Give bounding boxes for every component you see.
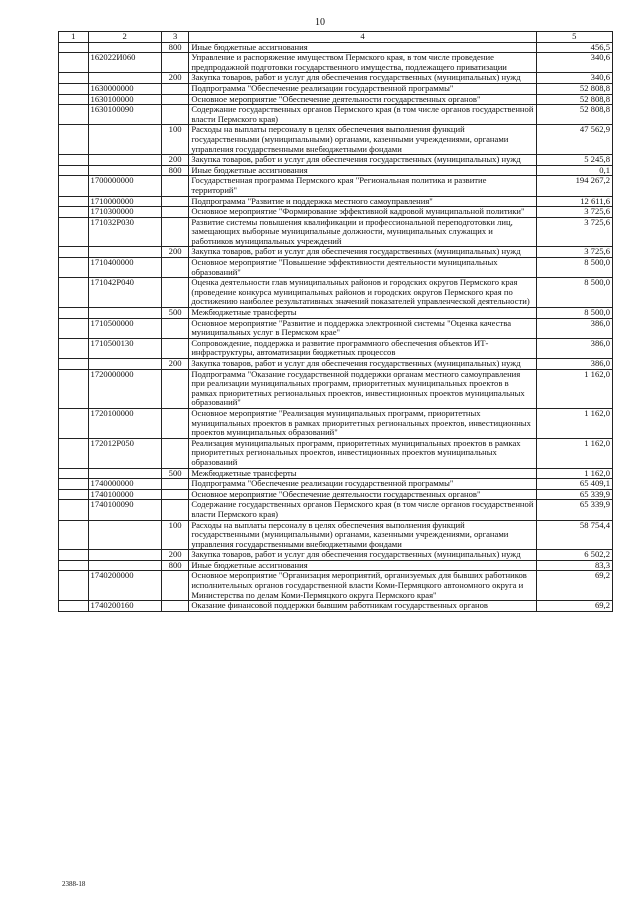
- target-code-cell: [88, 550, 161, 561]
- expense-type-cell: 200: [161, 550, 188, 561]
- expense-type-cell: [161, 601, 188, 612]
- expense-type-cell: 500: [161, 308, 188, 319]
- table-header-row: [59, 32, 613, 43]
- amount-cell: 65 409,1: [536, 479, 612, 490]
- item-name-cell: Подпрограмма "Обеспечение реализации государственной программы": [189, 83, 536, 94]
- target-code-cell: 1740000000: [88, 479, 161, 490]
- expense-type-cell: [161, 338, 188, 358]
- document-footer-code: 2388-18: [62, 880, 86, 888]
- table-row: [59, 338, 613, 358]
- column-header-5: 5: [536, 32, 612, 43]
- amount-cell: 8 500,0: [536, 308, 612, 319]
- amount-cell: 3 725,6: [536, 217, 612, 247]
- item-name-cell: Основное мероприятие "Повышение эффективности деятельности муниципальных образований": [189, 258, 536, 278]
- column-header-1: 1: [59, 32, 89, 43]
- expense-type-cell: 200: [161, 73, 188, 84]
- amount-cell: 58 754,4: [536, 520, 612, 550]
- row-index-cell: [59, 601, 89, 612]
- target-code-cell: [88, 42, 161, 53]
- amount-cell: 8 500,0: [536, 278, 612, 308]
- expense-type-cell: [161, 53, 188, 73]
- target-code-cell: [88, 468, 161, 479]
- target-code-cell: 1740200000: [88, 571, 161, 601]
- expense-type-cell: [161, 176, 188, 196]
- amount-cell: 52 808,8: [536, 94, 612, 105]
- amount-cell: 456,5: [536, 42, 612, 53]
- table-row: [59, 468, 613, 479]
- row-index-cell: [59, 550, 89, 561]
- amount-cell: 1 162,0: [536, 369, 612, 408]
- target-code-cell: [88, 73, 161, 84]
- expense-type-cell: 100: [161, 125, 188, 155]
- amount-cell: 3 725,6: [536, 247, 612, 258]
- row-index-cell: [59, 468, 89, 479]
- item-name-cell: Закупка товаров, работ и услуг для обеспечения государственных (муниципальных) нужд: [189, 550, 536, 561]
- amount-cell: 1 162,0: [536, 468, 612, 479]
- row-index-cell: [59, 560, 89, 571]
- table-row: [59, 520, 613, 550]
- row-index-cell: [59, 571, 89, 601]
- table-row: [59, 83, 613, 94]
- expense-type-cell: 200: [161, 247, 188, 258]
- table-row: [59, 176, 613, 196]
- target-code-cell: 162022И060: [88, 53, 161, 73]
- item-name-cell: Основное мероприятие "Обеспечение деятельности государственных органов": [189, 489, 536, 500]
- item-name-cell: Закупка товаров, работ и услуг для обеспечения государственных (муниципальных) нужд: [189, 359, 536, 370]
- table-row: [59, 601, 613, 612]
- target-code-cell: [88, 560, 161, 571]
- table-row: [59, 196, 613, 207]
- row-index-cell: [59, 217, 89, 247]
- item-name-cell: Основное мероприятие "Организация мероприятий, организуемых для бывших работников исполнительных органов государственной власти Коми-Пермяцкого автономного округа и Министерства по делам Коми-Пермяцкого округа Пермского края": [189, 571, 536, 601]
- expense-type-cell: [161, 105, 188, 125]
- row-index-cell: [59, 42, 89, 53]
- row-index-cell: [59, 176, 89, 196]
- table-row: [59, 308, 613, 319]
- table-row: [59, 165, 613, 176]
- table-row: [59, 438, 613, 468]
- row-index-cell: [59, 500, 89, 520]
- expense-type-cell: 200: [161, 155, 188, 166]
- amount-cell: 386,0: [536, 338, 612, 358]
- table-row: [59, 73, 613, 84]
- row-index-cell: [59, 125, 89, 155]
- row-index-cell: [59, 105, 89, 125]
- item-name-cell: Иные бюджетные ассигнования: [189, 42, 536, 53]
- target-code-cell: 171042Р040: [88, 278, 161, 308]
- row-index-cell: [59, 278, 89, 308]
- target-code-cell: [88, 125, 161, 155]
- item-name-cell: Закупка товаров, работ и услуг для обеспечения государственных (муниципальных) нужд: [189, 73, 536, 84]
- column-header-3: 3: [161, 32, 188, 43]
- target-code-cell: [88, 520, 161, 550]
- table-row: [59, 489, 613, 500]
- item-name-cell: Основное мероприятие "Реализация муниципальных программ, приоритетных муниципальных проектов в рамках приоритетных региональных проектов, инвестиционных проектов муниципальных образований": [189, 408, 536, 438]
- row-index-cell: [59, 155, 89, 166]
- row-index-cell: [59, 53, 89, 73]
- expense-type-cell: [161, 318, 188, 338]
- target-code-cell: [88, 247, 161, 258]
- table-row: [59, 125, 613, 155]
- item-name-cell: Сопровождение, поддержка и развитие программного обеспечения объектов ИТ-инфраструктуры, автоматизации бюджетных процессов: [189, 338, 536, 358]
- item-name-cell: Государственная программа Пермского края "Региональная политика и развитие территорий": [189, 176, 536, 196]
- item-name-cell: Управление и распоряжение имуществом Пермского края, в том числе проведение предпродажной подготовки государственного имущества, подлежащего приватизации: [189, 53, 536, 73]
- row-index-cell: [59, 83, 89, 94]
- expense-type-cell: [161, 479, 188, 490]
- row-index-cell: [59, 369, 89, 408]
- target-code-cell: 1720000000: [88, 369, 161, 408]
- expense-type-cell: [161, 489, 188, 500]
- table-row: [59, 42, 613, 53]
- expense-type-cell: [161, 258, 188, 278]
- row-index-cell: [59, 520, 89, 550]
- item-name-cell: Подпрограмма "Оказание государственной поддержки органам местного самоуправления при реализации муниципальных программ, приоритетных муниципальных проектов в рамках приоритетных региональных проектов, инвестиционных проектов муниципальных образований": [189, 369, 536, 408]
- expense-type-cell: [161, 83, 188, 94]
- column-header-2: 2: [88, 32, 161, 43]
- table-row: [59, 53, 613, 73]
- row-index-cell: [59, 73, 89, 84]
- target-code-cell: 1700000000: [88, 176, 161, 196]
- table-row: [59, 278, 613, 308]
- amount-cell: 1 162,0: [536, 408, 612, 438]
- expense-type-cell: 500: [161, 468, 188, 479]
- item-name-cell: Межбюджетные трансферты: [189, 468, 536, 479]
- item-name-cell: Закупка товаров, работ и услуг для обеспечения государственных (муниципальных) нужд: [189, 155, 536, 166]
- page-number: 10: [315, 17, 325, 28]
- table-row: [59, 550, 613, 561]
- target-code-cell: 1710000000: [88, 196, 161, 207]
- amount-cell: 5 245,8: [536, 155, 612, 166]
- target-code-cell: 1710500000: [88, 318, 161, 338]
- table-row: [59, 359, 613, 370]
- item-name-cell: Основное мероприятие "Развитие и поддержка электронной системы "Оценка качества муниципальных услуг в Пермском крае": [189, 318, 536, 338]
- target-code-cell: [88, 308, 161, 319]
- row-index-cell: [59, 359, 89, 370]
- amount-cell: 0,1: [536, 165, 612, 176]
- expense-type-cell: [161, 217, 188, 247]
- expense-type-cell: 100: [161, 520, 188, 550]
- row-index-cell: [59, 247, 89, 258]
- item-name-cell: Развитие системы повышения квалификации и профессиональной переподготовки лиц, замещающих выборные муниципальные должности, муниципальных служащих и работников муниципальных учреждений: [189, 217, 536, 247]
- item-name-cell: Иные бюджетные ассигнования: [189, 560, 536, 571]
- target-code-cell: 1710500130: [88, 338, 161, 358]
- item-name-cell: Реализация муниципальных программ, приоритетных муниципальных проектов в рамках приоритетных региональных проектов, инвестиционных проектов муниципальных образований: [189, 438, 536, 468]
- expense-type-cell: [161, 278, 188, 308]
- expense-type-cell: 800: [161, 560, 188, 571]
- amount-cell: 69,2: [536, 601, 612, 612]
- row-index-cell: [59, 165, 89, 176]
- target-code-cell: 1710400000: [88, 258, 161, 278]
- amount-cell: 3 725,6: [536, 207, 612, 218]
- row-index-cell: [59, 438, 89, 468]
- table-row: [59, 217, 613, 247]
- target-code-cell: 1740200160: [88, 601, 161, 612]
- table-row: [59, 318, 613, 338]
- target-code-cell: [88, 155, 161, 166]
- item-name-cell: Основное мероприятие "Обеспечение деятельности государственных органов": [189, 94, 536, 105]
- table-row: [59, 94, 613, 105]
- amount-cell: 83,3: [536, 560, 612, 571]
- amount-cell: 52 808,8: [536, 83, 612, 94]
- target-code-cell: 1740100000: [88, 489, 161, 500]
- row-index-cell: [59, 479, 89, 490]
- item-name-cell: Подпрограмма "Развитие и поддержка местного самоуправления": [189, 196, 536, 207]
- expense-type-cell: [161, 369, 188, 408]
- amount-cell: 340,6: [536, 73, 612, 84]
- amount-cell: 52 808,8: [536, 105, 612, 125]
- item-name-cell: Закупка товаров, работ и услуг для обеспечения государственных (муниципальных) нужд: [189, 247, 536, 258]
- target-code-cell: 1710300000: [88, 207, 161, 218]
- amount-cell: 6 502,2: [536, 550, 612, 561]
- table-row: [59, 408, 613, 438]
- column-header-4: 4: [189, 32, 536, 43]
- item-name-cell: Содержание государственных органов Пермского края (в том числе органов государственной власти Пермского края): [189, 105, 536, 125]
- row-index-cell: [59, 207, 89, 218]
- expense-type-cell: [161, 500, 188, 520]
- expense-type-cell: [161, 438, 188, 468]
- target-code-cell: 1630000000: [88, 83, 161, 94]
- target-code-cell: 1740100090: [88, 500, 161, 520]
- amount-cell: 8 500,0: [536, 258, 612, 278]
- expense-type-cell: [161, 408, 188, 438]
- table-body: [59, 42, 613, 611]
- table-row: [59, 207, 613, 218]
- row-index-cell: [59, 408, 89, 438]
- table-row: [59, 560, 613, 571]
- table-row: [59, 247, 613, 258]
- item-name-cell: Расходы на выплаты персоналу в целях обеспечения выполнения функций государственными (муниципальными) органами, казенными учреждениями, органами управления государственными внебюджетными фондами: [189, 520, 536, 550]
- table-row: [59, 479, 613, 490]
- amount-cell: 65 339,9: [536, 500, 612, 520]
- table-row: [59, 105, 613, 125]
- amount-cell: 194 267,2: [536, 176, 612, 196]
- expense-type-cell: 200: [161, 359, 188, 370]
- target-code-cell: 1720100000: [88, 408, 161, 438]
- expense-type-cell: [161, 207, 188, 218]
- target-code-cell: 172012Р050: [88, 438, 161, 468]
- table-row: [59, 571, 613, 601]
- row-index-cell: [59, 318, 89, 338]
- item-name-cell: Межбюджетные трансферты: [189, 308, 536, 319]
- target-code-cell: 1630100000: [88, 94, 161, 105]
- item-name-cell: Содержание государственных органов Пермского края (в том числе органов государственной власти Пермского края): [189, 500, 536, 520]
- row-index-cell: [59, 94, 89, 105]
- expense-type-cell: 800: [161, 42, 188, 53]
- table-row: [59, 258, 613, 278]
- target-code-cell: 1630100090: [88, 105, 161, 125]
- table-row: [59, 155, 613, 166]
- amount-cell: 386,0: [536, 359, 612, 370]
- item-name-cell: Основное мероприятие "Формирование эффективной кадровой муниципальной политики": [189, 207, 536, 218]
- row-index-cell: [59, 308, 89, 319]
- row-index-cell: [59, 338, 89, 358]
- amount-cell: 386,0: [536, 318, 612, 338]
- target-code-cell: [88, 359, 161, 370]
- expense-type-cell: [161, 196, 188, 207]
- row-index-cell: [59, 489, 89, 500]
- item-name-cell: Подпрограмма "Обеспечение реализации государственной программы": [189, 479, 536, 490]
- item-name-cell: Оказание финансовой поддержки бывшим работникам государственных органов: [189, 601, 536, 612]
- target-code-cell: [88, 165, 161, 176]
- item-name-cell: Иные бюджетные ассигнования: [189, 165, 536, 176]
- expense-type-cell: 800: [161, 165, 188, 176]
- amount-cell: 47 562,9: [536, 125, 612, 155]
- amount-cell: 1 162,0: [536, 438, 612, 468]
- amount-cell: 340,6: [536, 53, 612, 73]
- expense-type-cell: [161, 94, 188, 105]
- row-index-cell: [59, 258, 89, 278]
- table-row: [59, 369, 613, 408]
- amount-cell: 65 339,9: [536, 489, 612, 500]
- amount-cell: 69,2: [536, 571, 612, 601]
- table-row: [59, 500, 613, 520]
- row-index-cell: [59, 196, 89, 207]
- expense-type-cell: [161, 571, 188, 601]
- amount-cell: 12 611,6: [536, 196, 612, 207]
- budget-table: [58, 31, 613, 612]
- target-code-cell: 171032Р030: [88, 217, 161, 247]
- item-name-cell: Оценка деятельности глав муниципальных районов и городских округов Пермского края (проведение конкурса муниципальных районов и городских округов Пермского края по достижению наиболее результативных значений показателей управленческой деятельности): [189, 278, 536, 308]
- item-name-cell: Расходы на выплаты персоналу в целях обеспечения выполнения функций государственными (муниципальными) органами, казенными учреждениями, органами управления государственными внебюджетными фондами: [189, 125, 536, 155]
